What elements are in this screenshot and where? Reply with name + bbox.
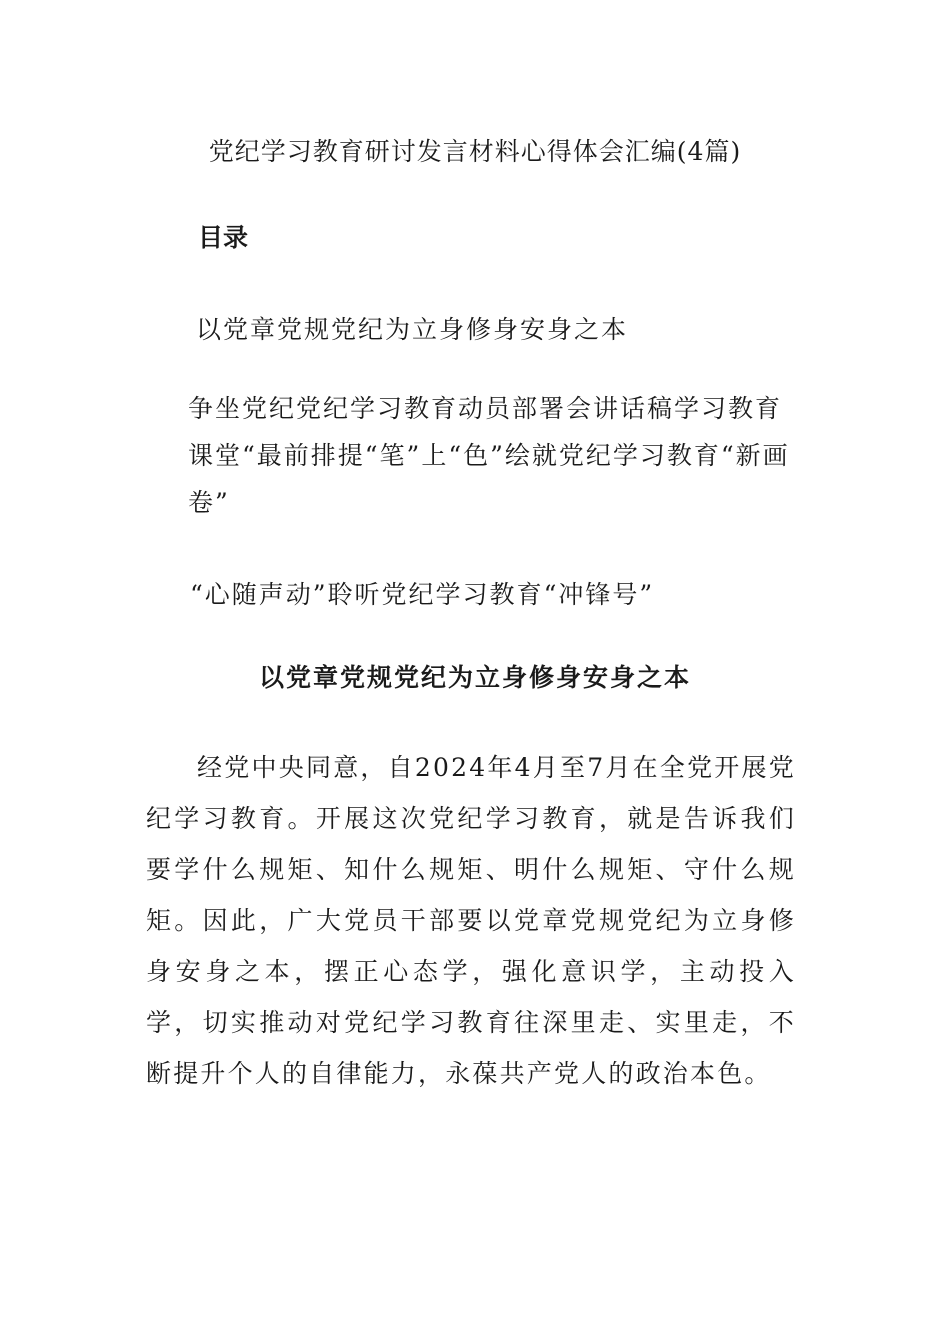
document-title: 党纪学习教育研讨发言材料心得体会汇编(4篇) bbox=[208, 137, 742, 166]
section-title: 以党章党规党纪为立身修身安身之本 bbox=[258, 663, 691, 692]
body-paragraph: 经党中央同意，自2024年4月至7月在全党开展党纪学习教育。开展这次党纪学习教育，就是告诉我们要学什么规矩、知什么规矩、明什么规矩、守什么规矩。因此，广大党员干部要以党章党规党纪为立身修身安身之本，摆正心态学，强化意识学，主动投入学，切实推动对党纪学习教育往深里走、实里走，不断提升个人的自律能力，永葆共产党人的政治本色。 bbox=[146, 753, 796, 1088]
toc-item: 以党章党规党纪为立身修身安身之本 bbox=[196, 315, 629, 344]
toc-heading: 目录 bbox=[198, 223, 249, 252]
toc-item: “心随声动”聆听党纪学习教育“冲锋号” bbox=[190, 580, 655, 609]
toc-item: 争坐党纪党纪学习教育动员部署会讲话稿学习教育课堂“最前排提“笔”上“色”绘就党纪学习教育“新画卷” bbox=[188, 394, 790, 517]
